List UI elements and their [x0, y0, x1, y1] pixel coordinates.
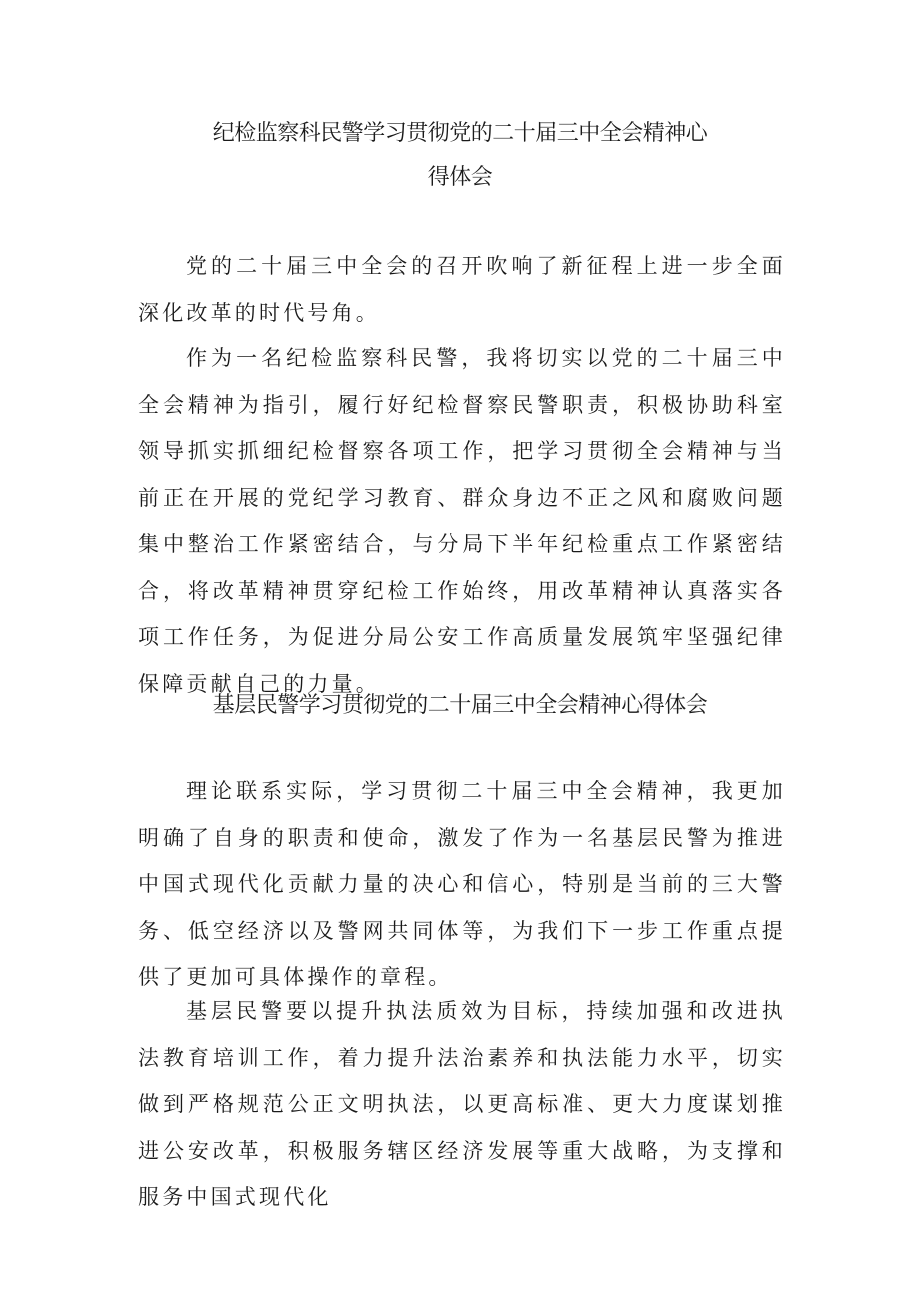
section1-title	[0, 112, 920, 200]
section2-paragraph-2: 基层民警要以提升执法质效为目标，持续加强和改进执法教育培训工作，着力提升法治素养和执法能力水平，切实做到严格规范公正文明执法，以更高标准、更大力度谋划推进公安改革，积极服务辖区经济发展等重大战略，为支撑和服务中国式现代化	[138, 999, 786, 1209]
section1-title-line1: 纪检监察科民警学习贯彻党的二十届三中全会精神心	[212, 121, 708, 146]
section1-title-line2: 得体会	[427, 165, 493, 190]
section2-paragraph-1: 理论联系实际，学习贯彻二十届三中全会精神，我更加明确了自身的职责和使命，激发了作为一名基层民警为推进中国式现代化贡献力量的决心和信心，特别是当前的三大警务、低空经济以及警网共同体等，为我们下一步工作重点提供了更加可具体操作的章程。	[138, 779, 786, 989]
section1-paragraph-2: 作为一名纪检监察科民警，我将切实以党的二十届三中全会精神为指引，履行好纪检督察民警职责，积极协助科室领导抓实抓细纪检督察各项工作，把学习贯彻全会精神与当前正在开展的党纪学习教育、群众身边不正之风和腐败问题集中整治工作紧密结合，与分局下半年纪检重点工作紧密结合，将改革精神贯穿纪检工作始终，用改革精神认真落实各项工作任务，为促进分局公安工作高质量发展筑牢坚强纪律保障贡献自己的力量。	[138, 346, 786, 696]
section2-title: 基层民警学习贯彻党的二十届三中全会精神心得体会	[212, 693, 708, 718]
section1-paragraph-1: 党的二十届三中全会的召开吹响了新征程上进一步全面深化改革的时代号角。	[138, 254, 786, 325]
